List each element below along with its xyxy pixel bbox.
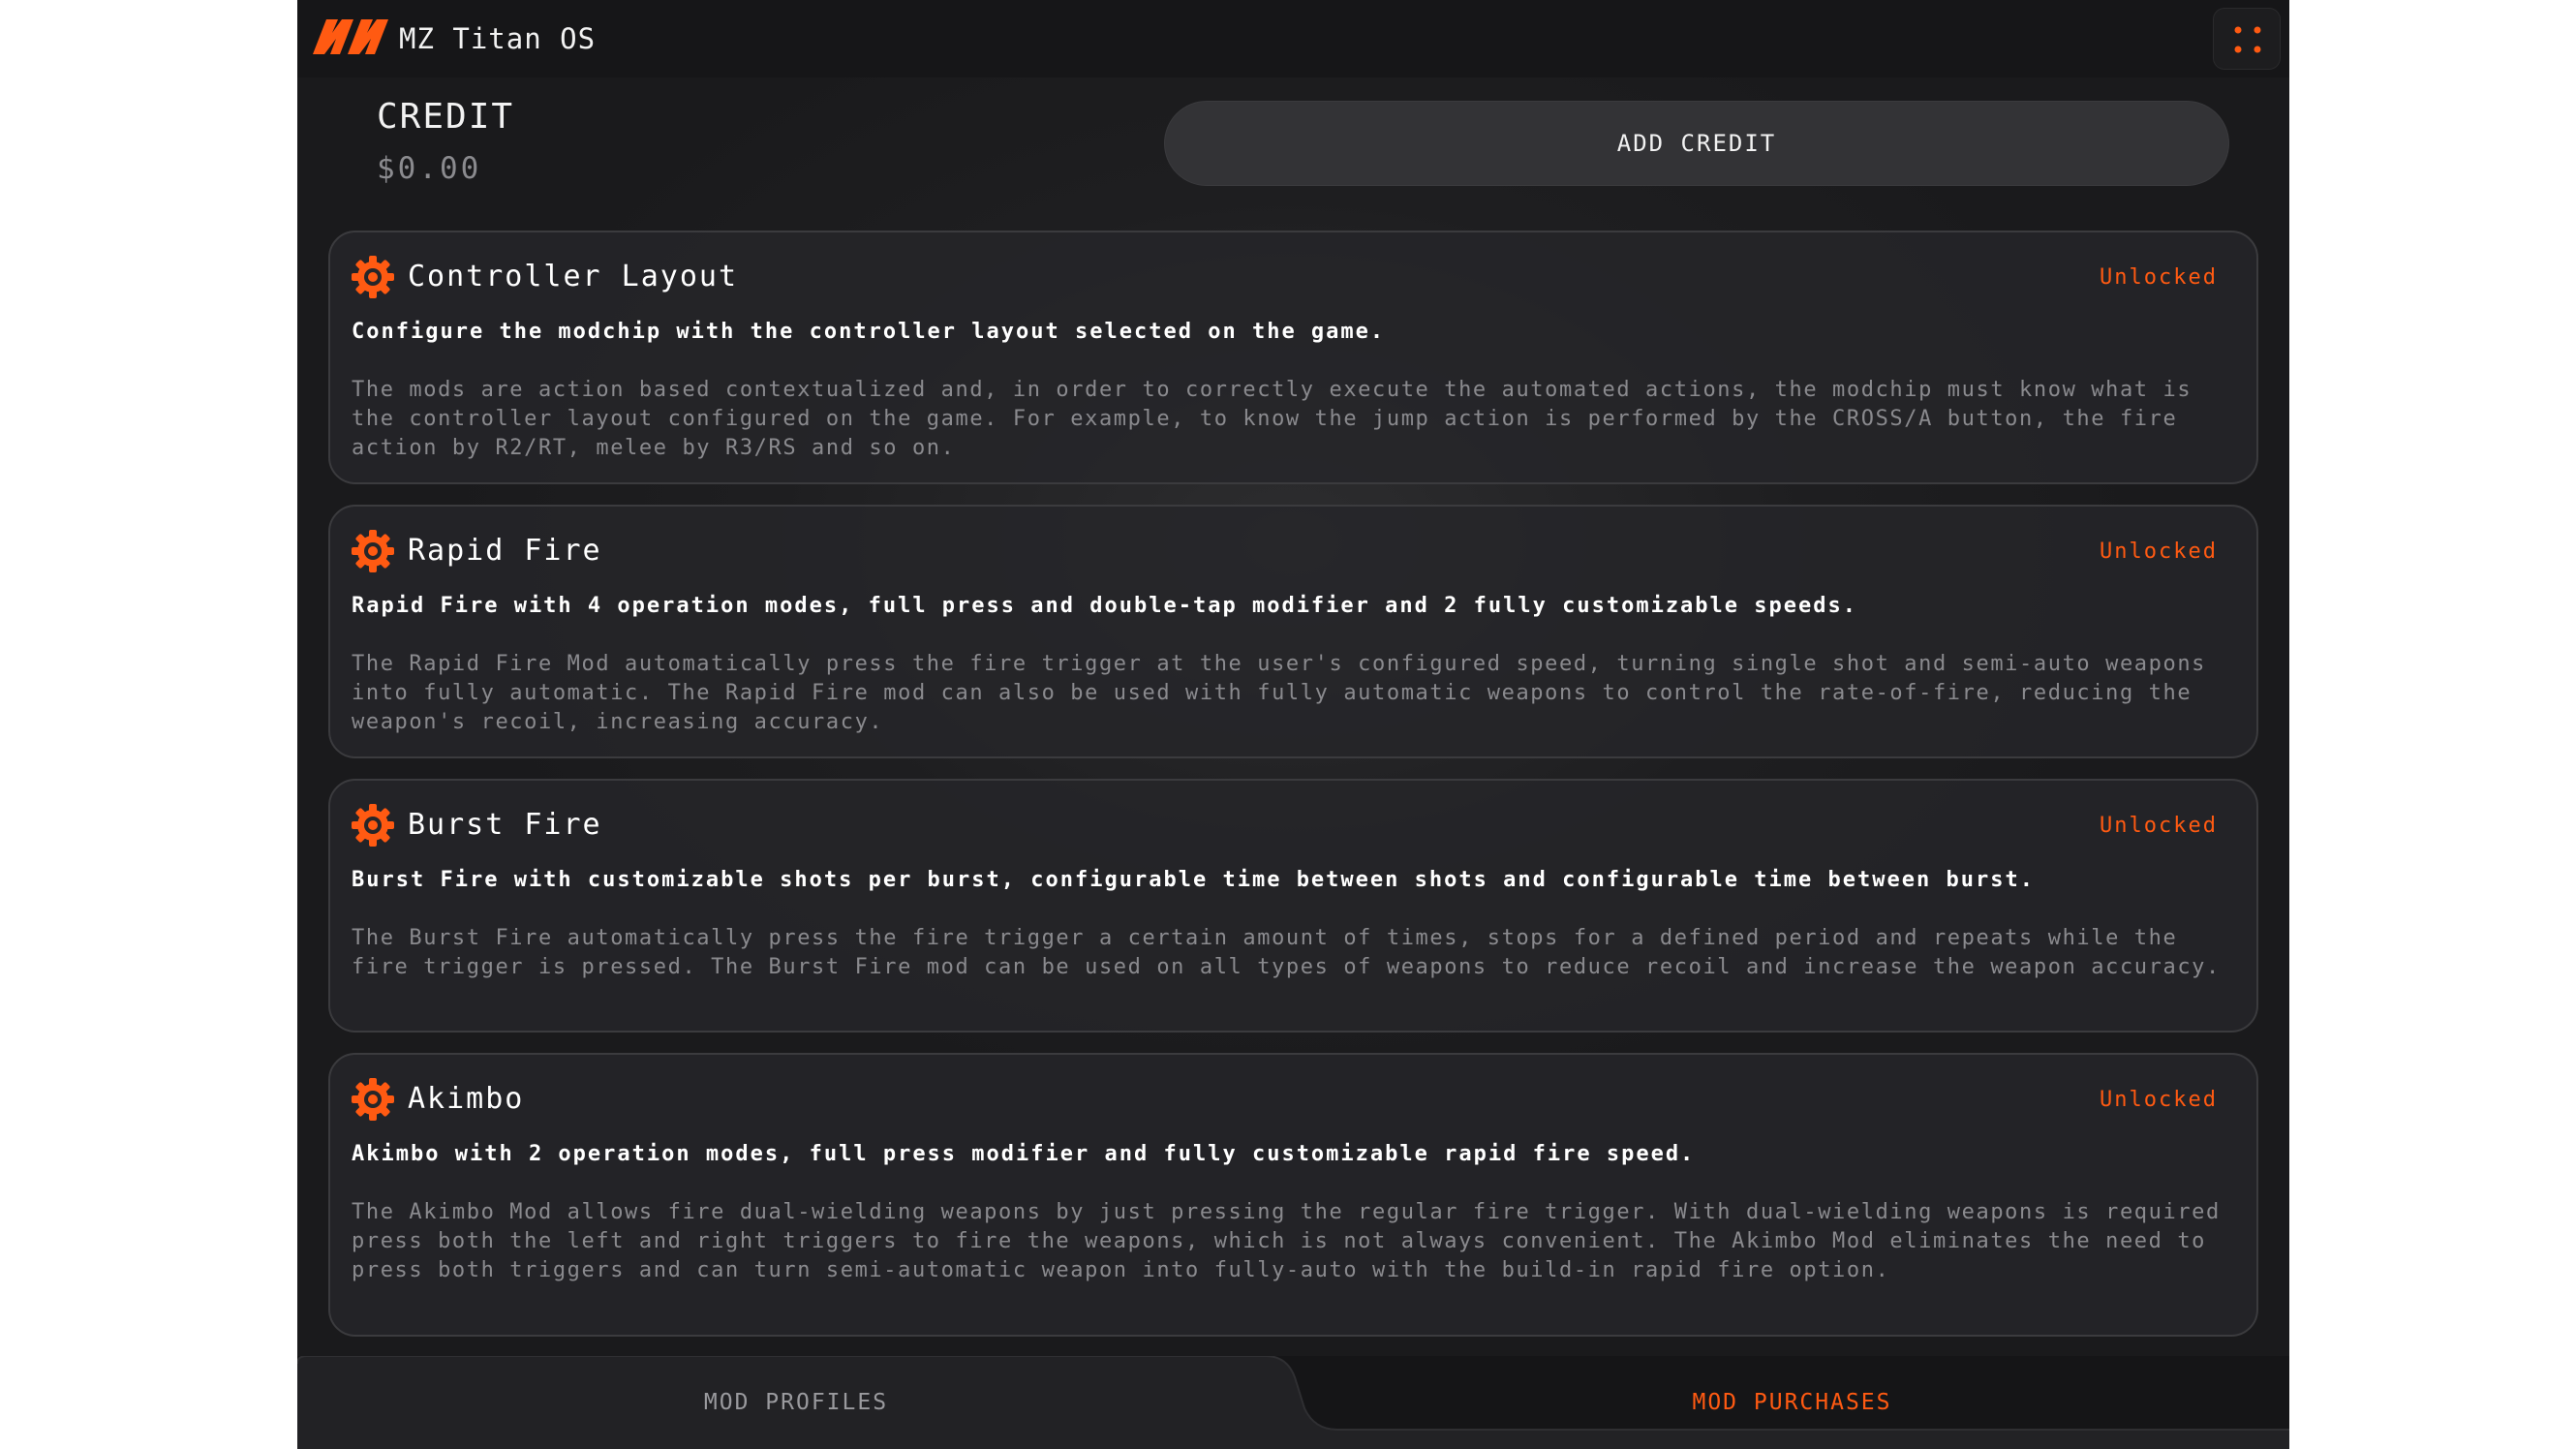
credit-label: CREDIT <box>377 97 515 137</box>
mod-status-badge: Unlocked <box>2100 540 2218 564</box>
gear-icon <box>352 256 394 298</box>
mz-logo-icon <box>313 19 388 54</box>
mod-summary: Configure the modchip with the controller layout selected on the game. <box>352 320 1386 344</box>
menu-button[interactable] <box>2213 8 2281 70</box>
mod-description: The Burst Fire automatically press the fire trigger a certain amount of times, stops for a defined period and repeats while the fire trigger is pressed. The Burst Fire mod can be used on all types of weapons to reduce recoil and increase the weapon accuracy. <box>352 926 2221 979</box>
credit-value: $0.00 <box>377 151 482 186</box>
mod-description: The Akimbo Mod allows fire dual-wielding weapons by just pressing the regular fire trigger. With dual-wielding weapons is required press both the left and right triggers to fire the weapons, which is not always convenient. The Akimbo Mod eliminates the need to press both triggers and can turn semi-automatic weapon into fully-auto with the build-in rapid fire option. <box>352 1200 2221 1282</box>
app-window <box>297 0 2289 1449</box>
mod-summary: Akimbo with 2 operation modes, full press modifier and fully customizable rapid fire speed. <box>352 1142 1696 1166</box>
mod-title: Akimbo <box>408 1082 525 1116</box>
tab-mod-purchases[interactable]: MOD PURCHASES <box>1692 1390 1892 1415</box>
mod-card-akimbo[interactable] <box>328 1053 2258 1337</box>
mod-title: Controller Layout <box>408 260 739 293</box>
mod-card-burst-fire[interactable] <box>328 779 2258 1033</box>
mod-card-controller-layout[interactable] <box>328 231 2258 484</box>
gear-icon <box>352 530 394 572</box>
mod-summary: Burst Fire with customizable shots per burst, configurable time between shots and configurable time between burst. <box>352 868 2035 892</box>
top-bar <box>297 0 2289 77</box>
mod-title: Burst Fire <box>408 808 602 842</box>
mod-description: The Rapid Fire Mod automatically press the fire trigger at the user's configured speed, turning single shot and semi-auto weapons into fully automatic. The Rapid Fire mod can also be used with fully automatic weapons to control the rate-of-fire, reducing the weapon's recoil, increasing accuracy. <box>352 652 2207 734</box>
gear-icon <box>352 1078 394 1121</box>
mod-card-rapid-fire[interactable] <box>328 505 2258 758</box>
mod-status-badge: Unlocked <box>2100 265 2218 290</box>
mod-status-badge: Unlocked <box>2100 814 2218 838</box>
mod-title: Rapid Fire <box>408 534 602 568</box>
bottom-tab-bar <box>297 1356 2289 1449</box>
tab-mod-profiles[interactable]: MOD PROFILES <box>703 1390 889 1415</box>
mod-status-badge: Unlocked <box>2100 1088 2218 1112</box>
app-title: MZ Titan OS <box>399 22 597 55</box>
grid-dots-icon <box>2234 26 2261 53</box>
mod-summary: Rapid Fire with 4 operation modes, full press and double-tap modifier and 2 fully customizable speeds. <box>352 594 1858 618</box>
gear-icon <box>352 804 394 847</box>
mod-description: The mods are action based contextualized and, in order to correctly execute the automated actions, the modchip must know what is the controller layout configured on the game. For example, to know the jump action is performed by the CROSS/A button, the fire action by R2/RT, melee by R3/RS and so on. <box>352 378 2193 460</box>
add-credit-button[interactable]: ADD CREDIT <box>1164 101 2229 186</box>
